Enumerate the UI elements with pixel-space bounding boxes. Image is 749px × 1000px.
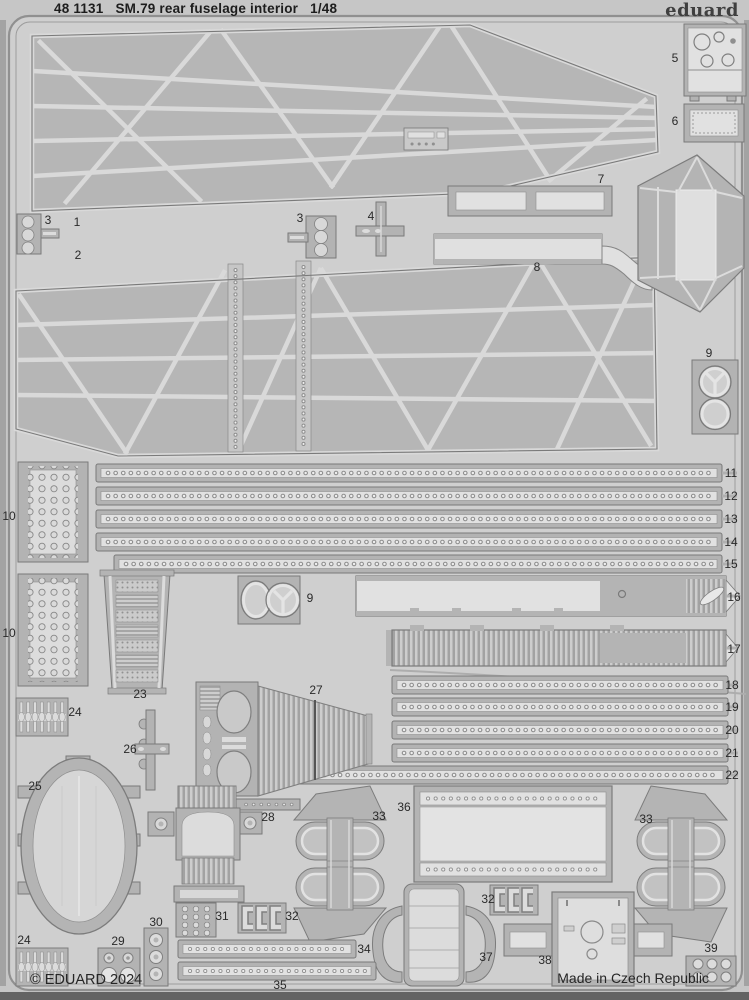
part-number-label: 3	[296, 211, 304, 225]
eduard-logo: eduard	[665, 0, 739, 21]
part-number-label: 29	[111, 934, 125, 948]
part-number-label: 27	[309, 683, 323, 697]
part-number-label: 12	[724, 489, 738, 503]
part-22-strip	[290, 766, 738, 784]
part-2-lattice-fret	[16, 257, 657, 456]
part-number-label: 25	[28, 779, 42, 793]
sheet-header	[54, 1, 349, 16]
part-15-strip	[114, 555, 737, 573]
part-31-grommet-grid	[176, 903, 216, 937]
part-number-label: 17	[727, 642, 741, 656]
part-number-label: 24	[17, 933, 31, 947]
part-number-label: 4	[367, 209, 375, 223]
part-number-label: 1	[73, 215, 81, 229]
sheet-title: SM.79 rear fuselage interior	[115, 1, 299, 16]
part-number-label: 16	[727, 590, 741, 604]
part-34-strip	[178, 940, 356, 958]
catalog-number: 48 1131	[54, 1, 104, 16]
part-5-panel	[684, 24, 746, 101]
part-number-label: 32	[481, 892, 495, 906]
sheet-scale: 1/48	[310, 1, 338, 16]
part-number-label: 33	[639, 812, 653, 826]
part-30-rings	[144, 928, 168, 986]
part-number-label: 5	[671, 51, 679, 65]
part-number-label: 10	[2, 509, 16, 523]
part-number-label: 9	[705, 346, 713, 360]
part-21-strip	[392, 744, 738, 762]
part-number-label: 20	[725, 723, 739, 737]
part-number-label: 33	[372, 809, 386, 823]
part-number-label: 30	[149, 915, 163, 929]
part-number-label: 14	[724, 535, 738, 549]
part-number-label: 32	[285, 909, 299, 923]
part-number-label: 35	[273, 978, 287, 992]
part-number-label: 39	[704, 941, 718, 955]
part-number-label: 31	[215, 909, 229, 923]
part-number-label: 18	[725, 678, 739, 692]
part-16-floor-panel	[356, 576, 740, 616]
bottom-dark-band	[0, 992, 749, 1000]
part-11-strip	[96, 464, 737, 482]
part-36-panel	[414, 786, 612, 882]
part-number-label: 21	[725, 746, 739, 760]
part-10-plate-upper	[18, 462, 88, 562]
hinge-detail	[404, 128, 448, 150]
part-number-label: 38	[538, 953, 552, 967]
part-number-label: 8	[533, 260, 541, 274]
part-7-window-frame	[448, 186, 612, 216]
part-number-label: 23	[133, 687, 147, 701]
part-14-strip	[96, 533, 737, 551]
part-number-label: 9	[306, 591, 314, 605]
part-number-label: 24	[68, 705, 82, 719]
part-19-strip	[392, 698, 738, 716]
part-number-label: 34	[357, 942, 371, 956]
part-10-plate-lower	[18, 574, 88, 686]
part-number-label: 37	[479, 950, 493, 964]
part-9-wheels-center	[238, 576, 300, 624]
part-number-label: 36	[397, 800, 411, 814]
part-number-label: 28	[261, 810, 275, 824]
part-9-wheels-right	[692, 360, 738, 434]
part-18-strip	[392, 676, 738, 694]
made-in-text: Made in Czech Republic	[557, 970, 709, 986]
part-number-label: 26	[123, 742, 137, 756]
part-20-strip	[392, 721, 738, 739]
part-24-comb-upper	[16, 698, 68, 736]
part-number-label: 7	[597, 172, 605, 186]
part-number-label: 6	[671, 114, 679, 128]
part-number-label: 2	[74, 248, 82, 262]
part-13-strip	[96, 510, 737, 528]
part-number-label: 3	[44, 213, 52, 227]
copyright-text: © EDUARD 2024	[30, 972, 143, 988]
part-32-clips-right	[490, 885, 538, 915]
part-number-label: 15	[724, 557, 738, 571]
part-6-frame	[684, 104, 744, 142]
part-23-ladder	[100, 570, 174, 694]
part-32-clips-left	[238, 903, 286, 933]
part-number-label: 19	[725, 700, 739, 714]
part-number-label: 10	[2, 626, 16, 640]
part-12-strip	[96, 487, 737, 505]
part-number-label: 11	[724, 466, 738, 480]
part-number-label: 13	[724, 512, 738, 526]
part-number-label: 22	[725, 768, 739, 782]
